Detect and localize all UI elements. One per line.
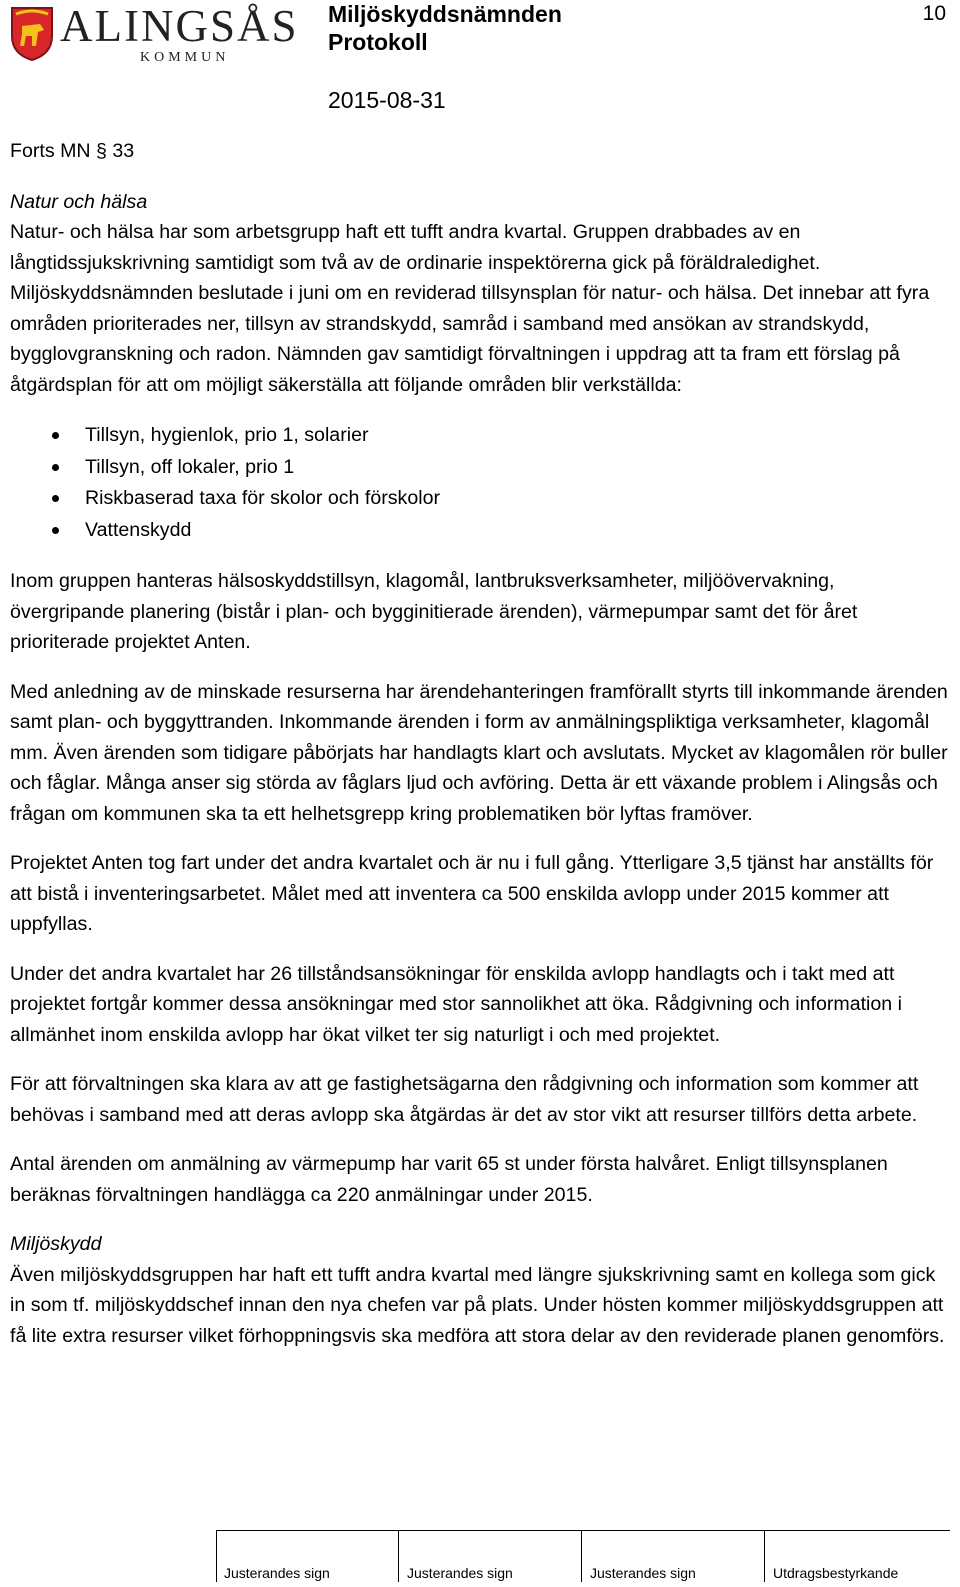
footer-divider [216,1530,217,1582]
signature-box-label: Justerandes sign [224,1565,330,1581]
paragraph: Med anledning av de minskade resurserna har ärendehanteringen framförallt styrts till inkommande ärenden samt plan- och byggyttranden. Inkommande ärenden i form av anmälningspliktiga verksamheter, klagomål mm. Även ärenden som tidigare påbörjats har handlagts klart och avslutats. Mycket av klagomålen rör buller och fåglar. Många anser sig störda av fåglars ljud och avföring. Detta är ett växande problem i Alingsås och frågan om kommunen ska ta ett helhetsgrepp kring problematiken bör lyftas framöver. [10,680,948,825]
paragraph: För att förvaltningen ska klara av att ge fastighetsägarna den rådgivning och information som kommer att behövas i samband med att deras avlopp ska åtgärdas är det av stor vikt att resurser tillförs detta arbete. [10,1073,919,1126]
document-type: Protokoll [328,29,428,55]
signature-box-label: Justerandes sign [590,1565,696,1581]
paragraph: Natur- och hälsa har som arbetsgrupp haft ett tufft andra kvartal. Gruppen drabbades av en långtidssjukskrivning samtidigt som två av de ordinarie inspektörerna gick på föräldraledighet. Miljöskyddsnämnden beslutade i juni om en reviderad tillsynsplan för natur- och hälsa. Det innebar att fyra områden prioriterades ner, tillsyn av strandskydd, samråd i samband med ansökan av strandskydd, bygglovgranskning och radon. Nämnden gav samtidigt förvaltningen i uppdrag att ta fram ett förslag på åtgärdsplan för att om möjligt säkerställa att följande områden blir verkställda: [10,221,930,396]
footer-divider [398,1530,399,1582]
paragraph: Även miljöskyddsgruppen har haft ett tufft andra kvartal med längre sjukskrivning samt en kollega som gick in som tf. miljöskyddschef innan den nya chefen var på plats. Under hösten kommer miljöskyddsgruppen att få lite extra resurser vilket förhoppningsvis ska medföra att stora delar av den reviderade planen genomförs. [10,1263,945,1347]
section-heading-natur-och-halsa: Natur och hälsa [10,190,148,213]
logo-text: ALINGSÅS [60,1,299,51]
continuation-label: Forts MN § 33 [10,140,135,162]
list-item: Tillsyn, hygienlok, prio 1, solarier [10,420,950,452]
protocol-body [10,136,950,1351]
meeting-date: 2015-08-31 [328,87,446,113]
list-item: Vattenskydd [10,515,950,547]
paragraph: Projektet Anten tog fart under det andra kvartalet och är nu i full gång. Ytterligare 3,5 tjänst har anställts för att bistå i inventeringsarbetet. Målet med att inventera ca 500 enskilda avlopp under 2015 kommer att uppfyllas. [10,852,934,935]
page-number: 10 [922,2,946,25]
extract-certification-label: Utdragsbestyrkande [773,1565,899,1581]
list-item: Tillsyn, off lokaler, prio 1 [10,452,950,484]
coat-of-arms-icon [10,6,54,62]
footer-divider [581,1530,582,1582]
municipality-logo [10,2,300,68]
paragraph: Antal ärenden om anmälning av värmepump har varit 65 st under första halvåret. Enligt tillsynsplanen beräknas förvaltningen handlägga ca 220 anmälningar under 2015. [10,1153,888,1206]
paragraph: Inom gruppen hanteras hälsoskyddstillsyn, klagomål, lantbruksverksamheter, miljöövervakning, övergripande planering (bistår i plan- och bygginitierade ärenden), värmepumpar samt det för året prioriterade projektet Anten. [10,570,858,653]
section-heading-miljoskydd: Miljöskydd [10,1233,102,1255]
signature-box-label: Justerandes sign [407,1565,513,1581]
footer-divider [764,1530,765,1582]
footer-rule [216,1530,950,1531]
paragraph: Under det andra kvartalet har 26 tillståndsansökningar för enskilda avlopp handlagts och i takt med att projektet fortgår kommer dessa ansökningar med stor sannolikhet att öka. Rådgivning och information i allmänhet inom enskilda avlopp har ökat vilket ter sig naturligt i och med projektet. [10,962,902,1046]
priority-list [10,420,950,546]
logo-subtext: KOMMUN [140,50,230,65]
committee-name: Miljöskyddsnämnden [328,1,562,27]
list-item: Riskbaserad taxa för skolor och förskolor [10,483,950,515]
